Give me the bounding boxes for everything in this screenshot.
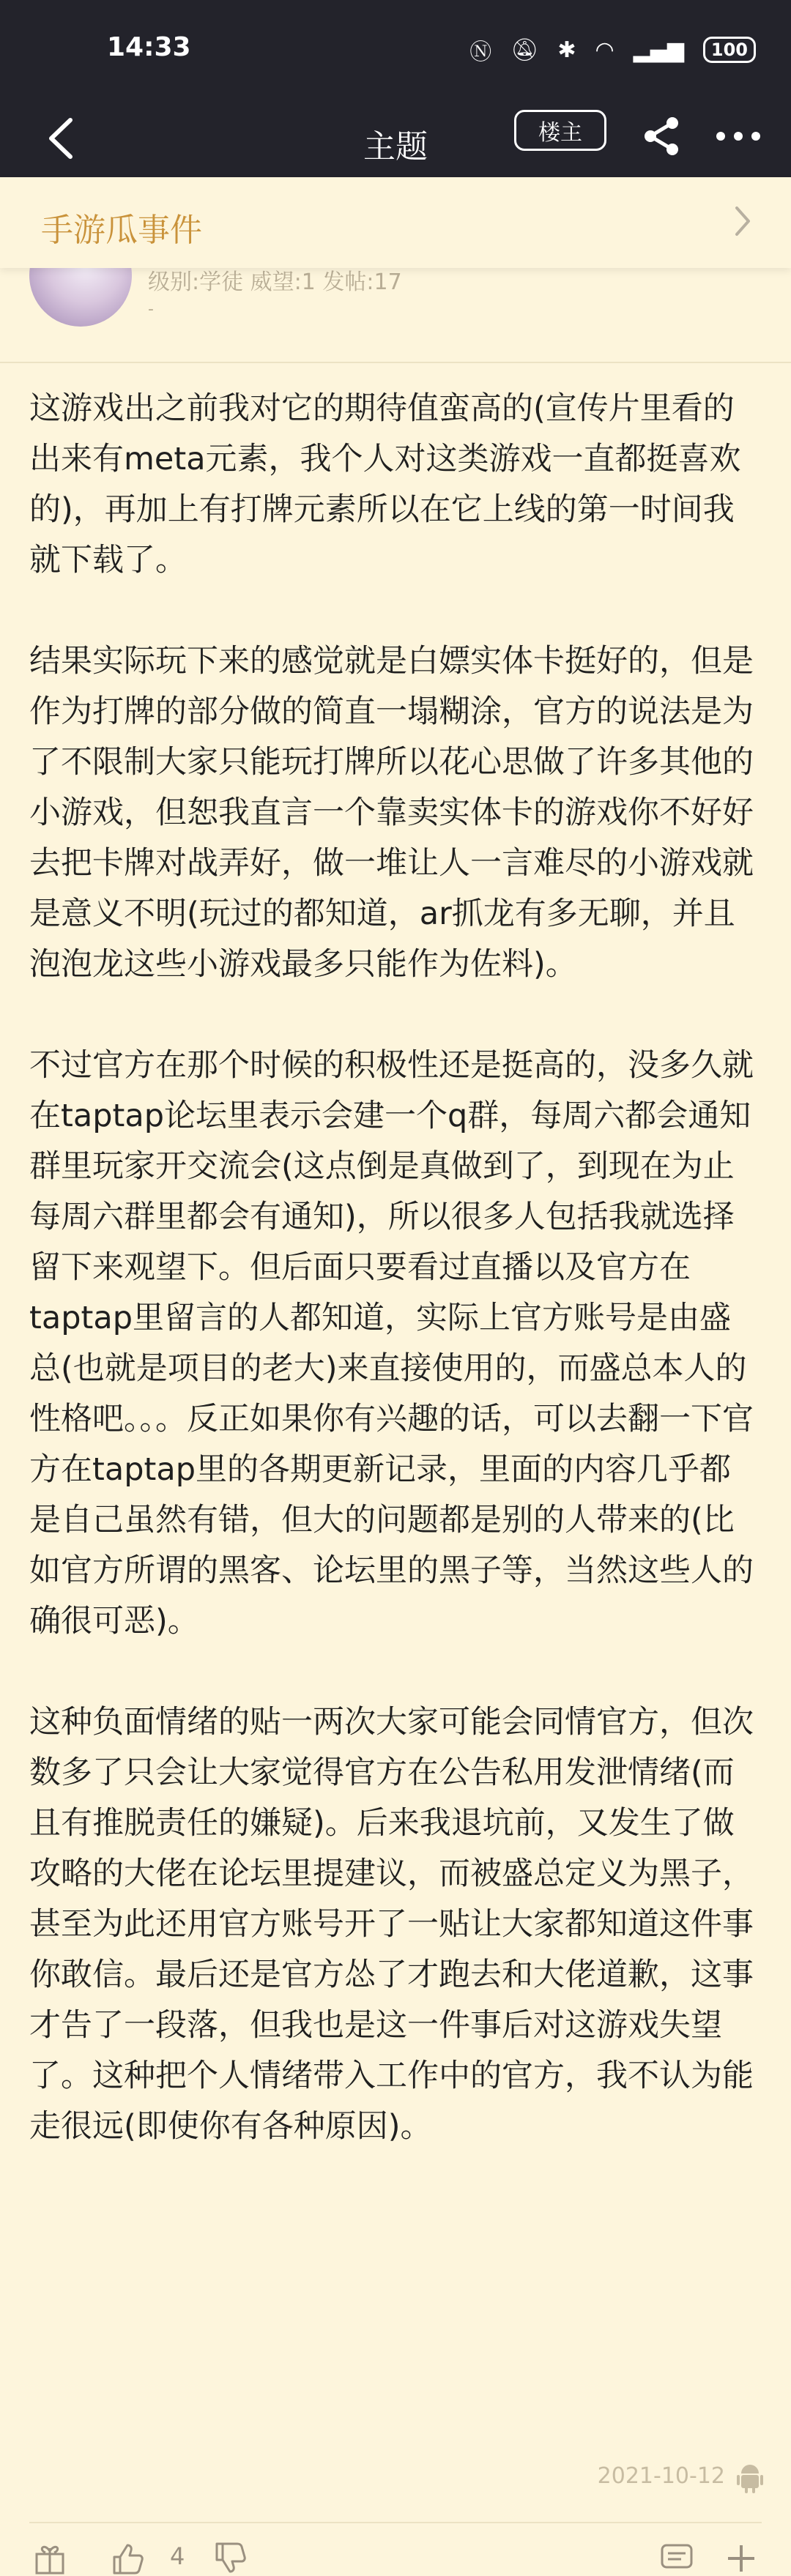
dislike-icon[interactable] [212,2541,248,2576]
author-info [0,268,791,363]
post-paragraph: 结果实际玩下来的感觉就是白嫖实体卡挺好的，但是作为打牌的部分做的简直一塌糊涂，官方的说法是为了不限制大家只能玩打牌所以花心思做了许多其他的小游戏，但恕我直言一个靠卖实体卡的游戏你不好好去把卡牌对战弄好，做一堆让人一言难尽的小游戏就是意义不明(玩过的都知道，ar抓龙有多无聊，并且泡泡龙这些小游戏最多只能作为佐料)。 [29,643,754,983]
signal-icon: ▂▄▆ [633,37,684,63]
post-paragraph: 不过官方在那个时候的积极性还是挺高的，没多久就在taptap论坛里表示会建一个q群，每周六都会通知群里玩家开交流会(这点倒是真做到了，到现在为止每周六群里都会有通知)，所以很多人包括我就选择留下来观望下。但后面只要看过直播以及官方在taptap里留言的人都知道，实际上官方账号是由盛总(也就是项目的老大)来直接使用的，而盛总本人的性格吧。。。反正如果你有兴趣的话，可以去翻一下官方在taptap里的各期更新记录，里面的内容几乎都是自己虽然有错，但大的问题都是别的人带来的(比如官方所谓的黑客、论坛里的黑子等，当然这些人的确很可恶)。 [29,1047,754,1639]
topic-link[interactable] [0,177,791,268]
post-paragraph: 这种负面情绪的贴一两次大家可能会同情官方，但次数多了只会让大家觉得官方在公告私用发泄情绪(而且有推脱责任的嫌疑)。后来我退坑前，又发生了做攻略的大佬在论坛里提建议，而被盛总定义为黑子，甚至为此还用官方账号开了一贴让大家都知道这件事你敢信。最后还是官方怂了才跑去和大佬道歉，这事才告了一段落，但我也是这一件事后对这游戏失望了。这种把个人情绪带入工作中的官方，我不认为能走很远(即使你有各种原因)。 [29,1704,754,2145]
divider [29,2522,762,2523]
action-bar [0,2531,791,2569]
like-icon[interactable] [110,2541,145,2576]
more-icon[interactable] [712,119,765,154]
like-count: 4 [170,2542,185,2570]
android-icon [735,2462,765,2494]
share-icon[interactable] [639,113,686,160]
wifi-icon: ◠ [595,37,614,63]
post-paragraph: 这游戏出之前我对它的期待值蛮高的(宣传片里看的出来有meta元素，我个人对这类游戏一直都挺喜欢的)，再加上有打牌元素所以在它上线的第一时间我就下载了。 [29,390,741,578]
gift-icon[interactable] [32,2541,67,2576]
add-icon[interactable] [724,2541,759,2576]
author-meta: 级别:学徒 威望:1 发帖:17 [148,269,402,295]
status-icons [469,34,756,66]
topic-name: 手游瓜事件 [41,212,202,249]
status-time: 14:33 [107,32,191,62]
nav-bar [0,100,791,177]
bluetooth-icon: ✱ [557,37,576,63]
mute-icon: 🔕︎ [510,37,539,63]
avatar[interactable] [29,268,132,327]
chevron-right-icon [732,204,753,239]
post-content [29,384,762,2203]
battery-indicator: 100 [703,37,756,63]
post-date: 2021-10-12 [597,2463,725,2489]
comment-icon[interactable] [659,2541,694,2576]
author-sub: - [148,300,154,319]
page-title: 主题 [363,128,428,165]
nfc-icon: Ⓝ [469,40,492,65]
status-bar [0,0,791,100]
owner-only-button[interactable]: 楼主 [514,110,606,151]
